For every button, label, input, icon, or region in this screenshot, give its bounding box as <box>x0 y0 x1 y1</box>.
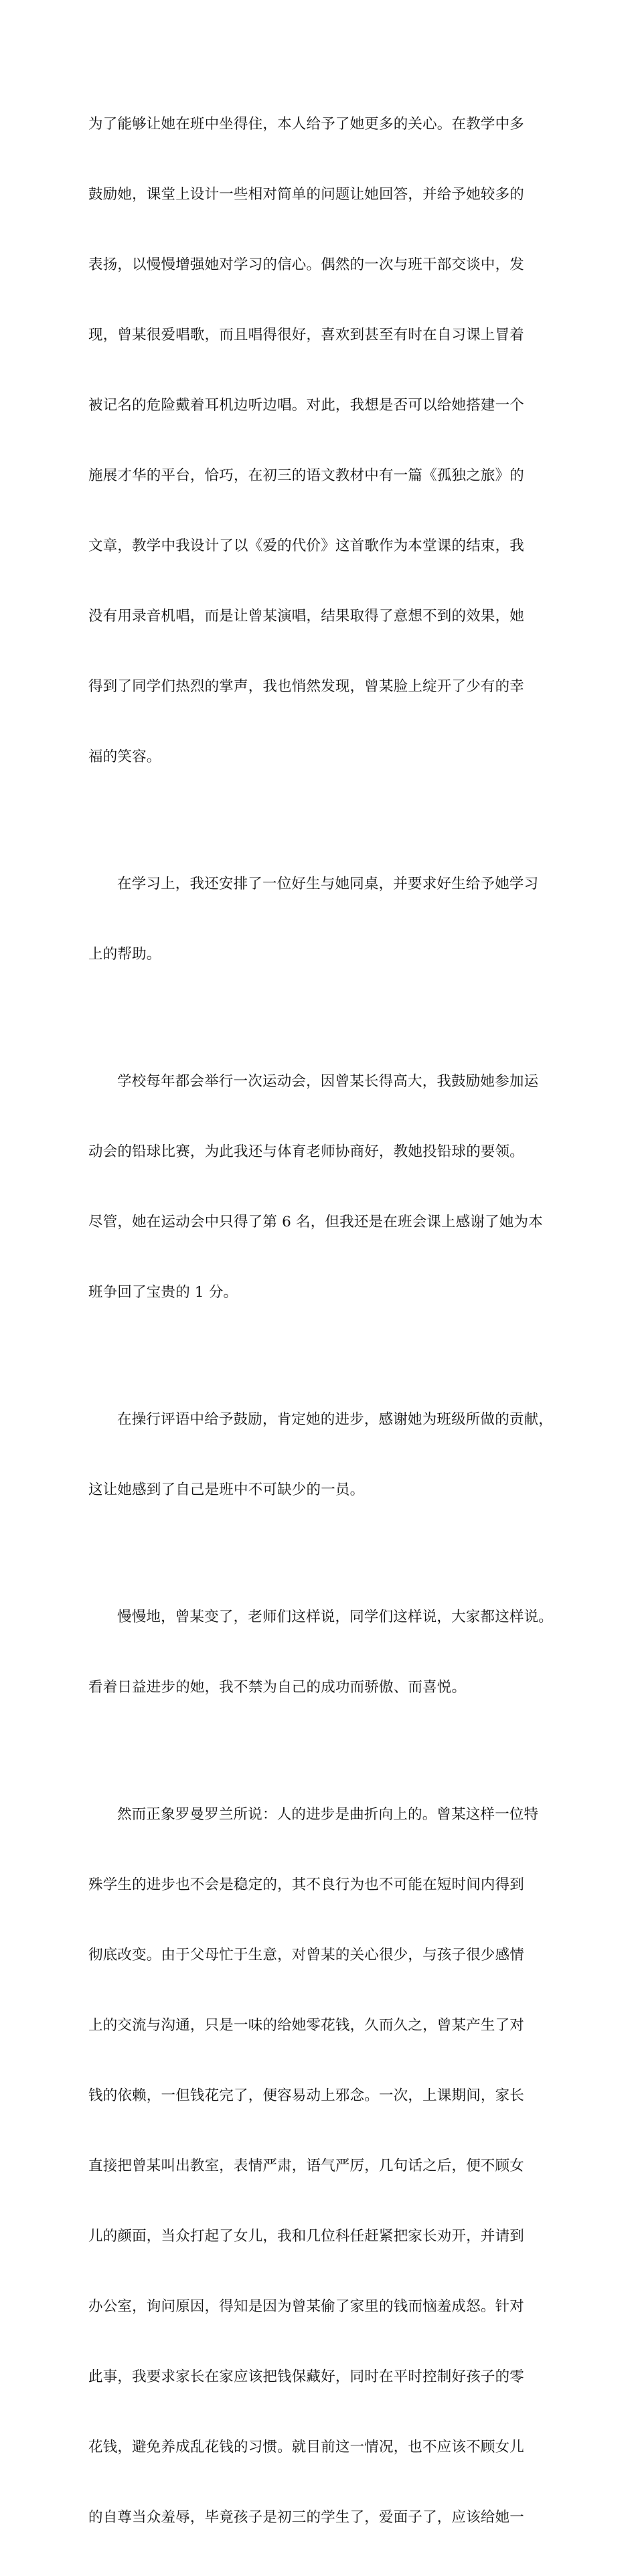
text-line: 鼓励她，课堂上设计一些相对简单的问题让她回答，并给予她较多的 <box>88 186 525 203</box>
text-line: 动会的铅球比赛，为此我还与体育老师协商好，教她投铅球的要领。 <box>88 1143 525 1160</box>
text-line: 此事，我要求家长在家应该把钱保藏好，同时在平时控制好孩子的零 <box>88 2368 525 2385</box>
text-line: 然而正象罗曼罗兰所说：人的进步是曲折向上的。曾某这样一位特 <box>117 1806 539 1823</box>
paragraph-2 <box>88 825 557 1013</box>
text-line: 被记名的危险戴着耳机边听边唱。对此，我想是否可以给她搭建一个 <box>88 397 525 414</box>
text-line: 殊学生的进步也不会是稳定的，其不良行为也不可能在短时间内得到 <box>88 1876 525 1893</box>
text-line: 上的帮助。 <box>88 946 161 963</box>
text-line: 上的交流与沟通，只是一味的给她零花钱，久而久之，曾某产生了对 <box>88 2017 525 2034</box>
paragraph-6 <box>88 1756 557 2576</box>
text-line: 没有用录音机唱，而是让曾某演唱，结果取得了意想不到的效果，她 <box>88 608 525 625</box>
text-line: 施展才华的平台，恰巧，在初三的语文教材中有一篇《孤独之旅》的 <box>88 467 525 484</box>
text-line: 表扬，以慢慢增强她对学习的信心。偶然的一次与班干部交谈中，发 <box>88 256 525 273</box>
text-line: 这让她感到了自己是班中不可缺少的一员。 <box>88 1481 365 1498</box>
text-line: 在学习上，我还安排了一位好生与她同桌，并要求好生给予她学习 <box>117 876 539 892</box>
text-line: 福的笑容。 <box>88 748 161 765</box>
text-line: 儿的颜面，当众打起了女儿，我和几位科任赶紧把家长劝开，并请到 <box>88 2228 525 2245</box>
text-line: 为了能够让她在班中坐得住，本人给予了她更多的关心。在教学中多 <box>88 116 525 133</box>
document-body <box>88 66 557 2576</box>
text-line: 办公室，询问原因，得知是因为曾某偷了家里的钱而恼羞成怒。针对 <box>88 2298 525 2315</box>
text-line: 尽管，她在运动会中只得了第 6 名，但我还是在班会课上感谢了她为本 <box>88 1214 543 1230</box>
paragraph-5 <box>88 1558 557 1746</box>
text-line: 现，曾某很爱唱歌，而且唱得很好，喜欢到甚至有时在自习课上冒着 <box>88 327 525 343</box>
text-line: 文章，教学中我设计了以《爱的代价》这首歌作为本堂课的结束，我 <box>88 538 525 554</box>
paragraph-4 <box>88 1361 557 1548</box>
text-line: 钱的依赖，一但钱花完了，便容易动上邪念。一次，上课期间，家长 <box>88 2087 525 2104</box>
paragraph-3 <box>88 1023 557 1351</box>
text-line: 直接把曾某叫出教室，表情严肃，语气严厉，几句话之后，便不顾女 <box>88 2158 525 2174</box>
paragraph-1 <box>88 66 557 815</box>
text-line: 看着日益进步的她，我不禁为自己的成功而骄傲、而喜悦。 <box>88 1679 467 1696</box>
text-line: 在操行评语中给予鼓励，肯定她的进步，感谢她为班级所做的贡献， <box>117 1411 554 1428</box>
text-line: 彻底改变。由于父母忙于生意，对曾某的关心很少，与孩子很少感情 <box>88 1947 525 1963</box>
text-line: 慢慢地，曾某变了，老师们这样说，同学们这样说，大家都这样说。 <box>117 1609 554 1625</box>
text-line: 的自尊当众羞辱，毕竟孩子是初三的学生了，爱面子了，应该给她一 <box>88 2509 525 2526</box>
text-line: 班争回了宝贵的 1 分。 <box>88 1284 238 1301</box>
text-line: 花钱，避免养成乱花钱的习惯。就目前这一情况，也不应该不顾女儿 <box>88 2439 525 2456</box>
text-line: 学校每年都会举行一次运动会，因曾某长得高大，我鼓励她参加运 <box>117 1073 539 1090</box>
text-line: 得到了同学们热烈的掌声，我也悄然发现，曾某脸上绽开了少有的幸 <box>88 678 525 695</box>
